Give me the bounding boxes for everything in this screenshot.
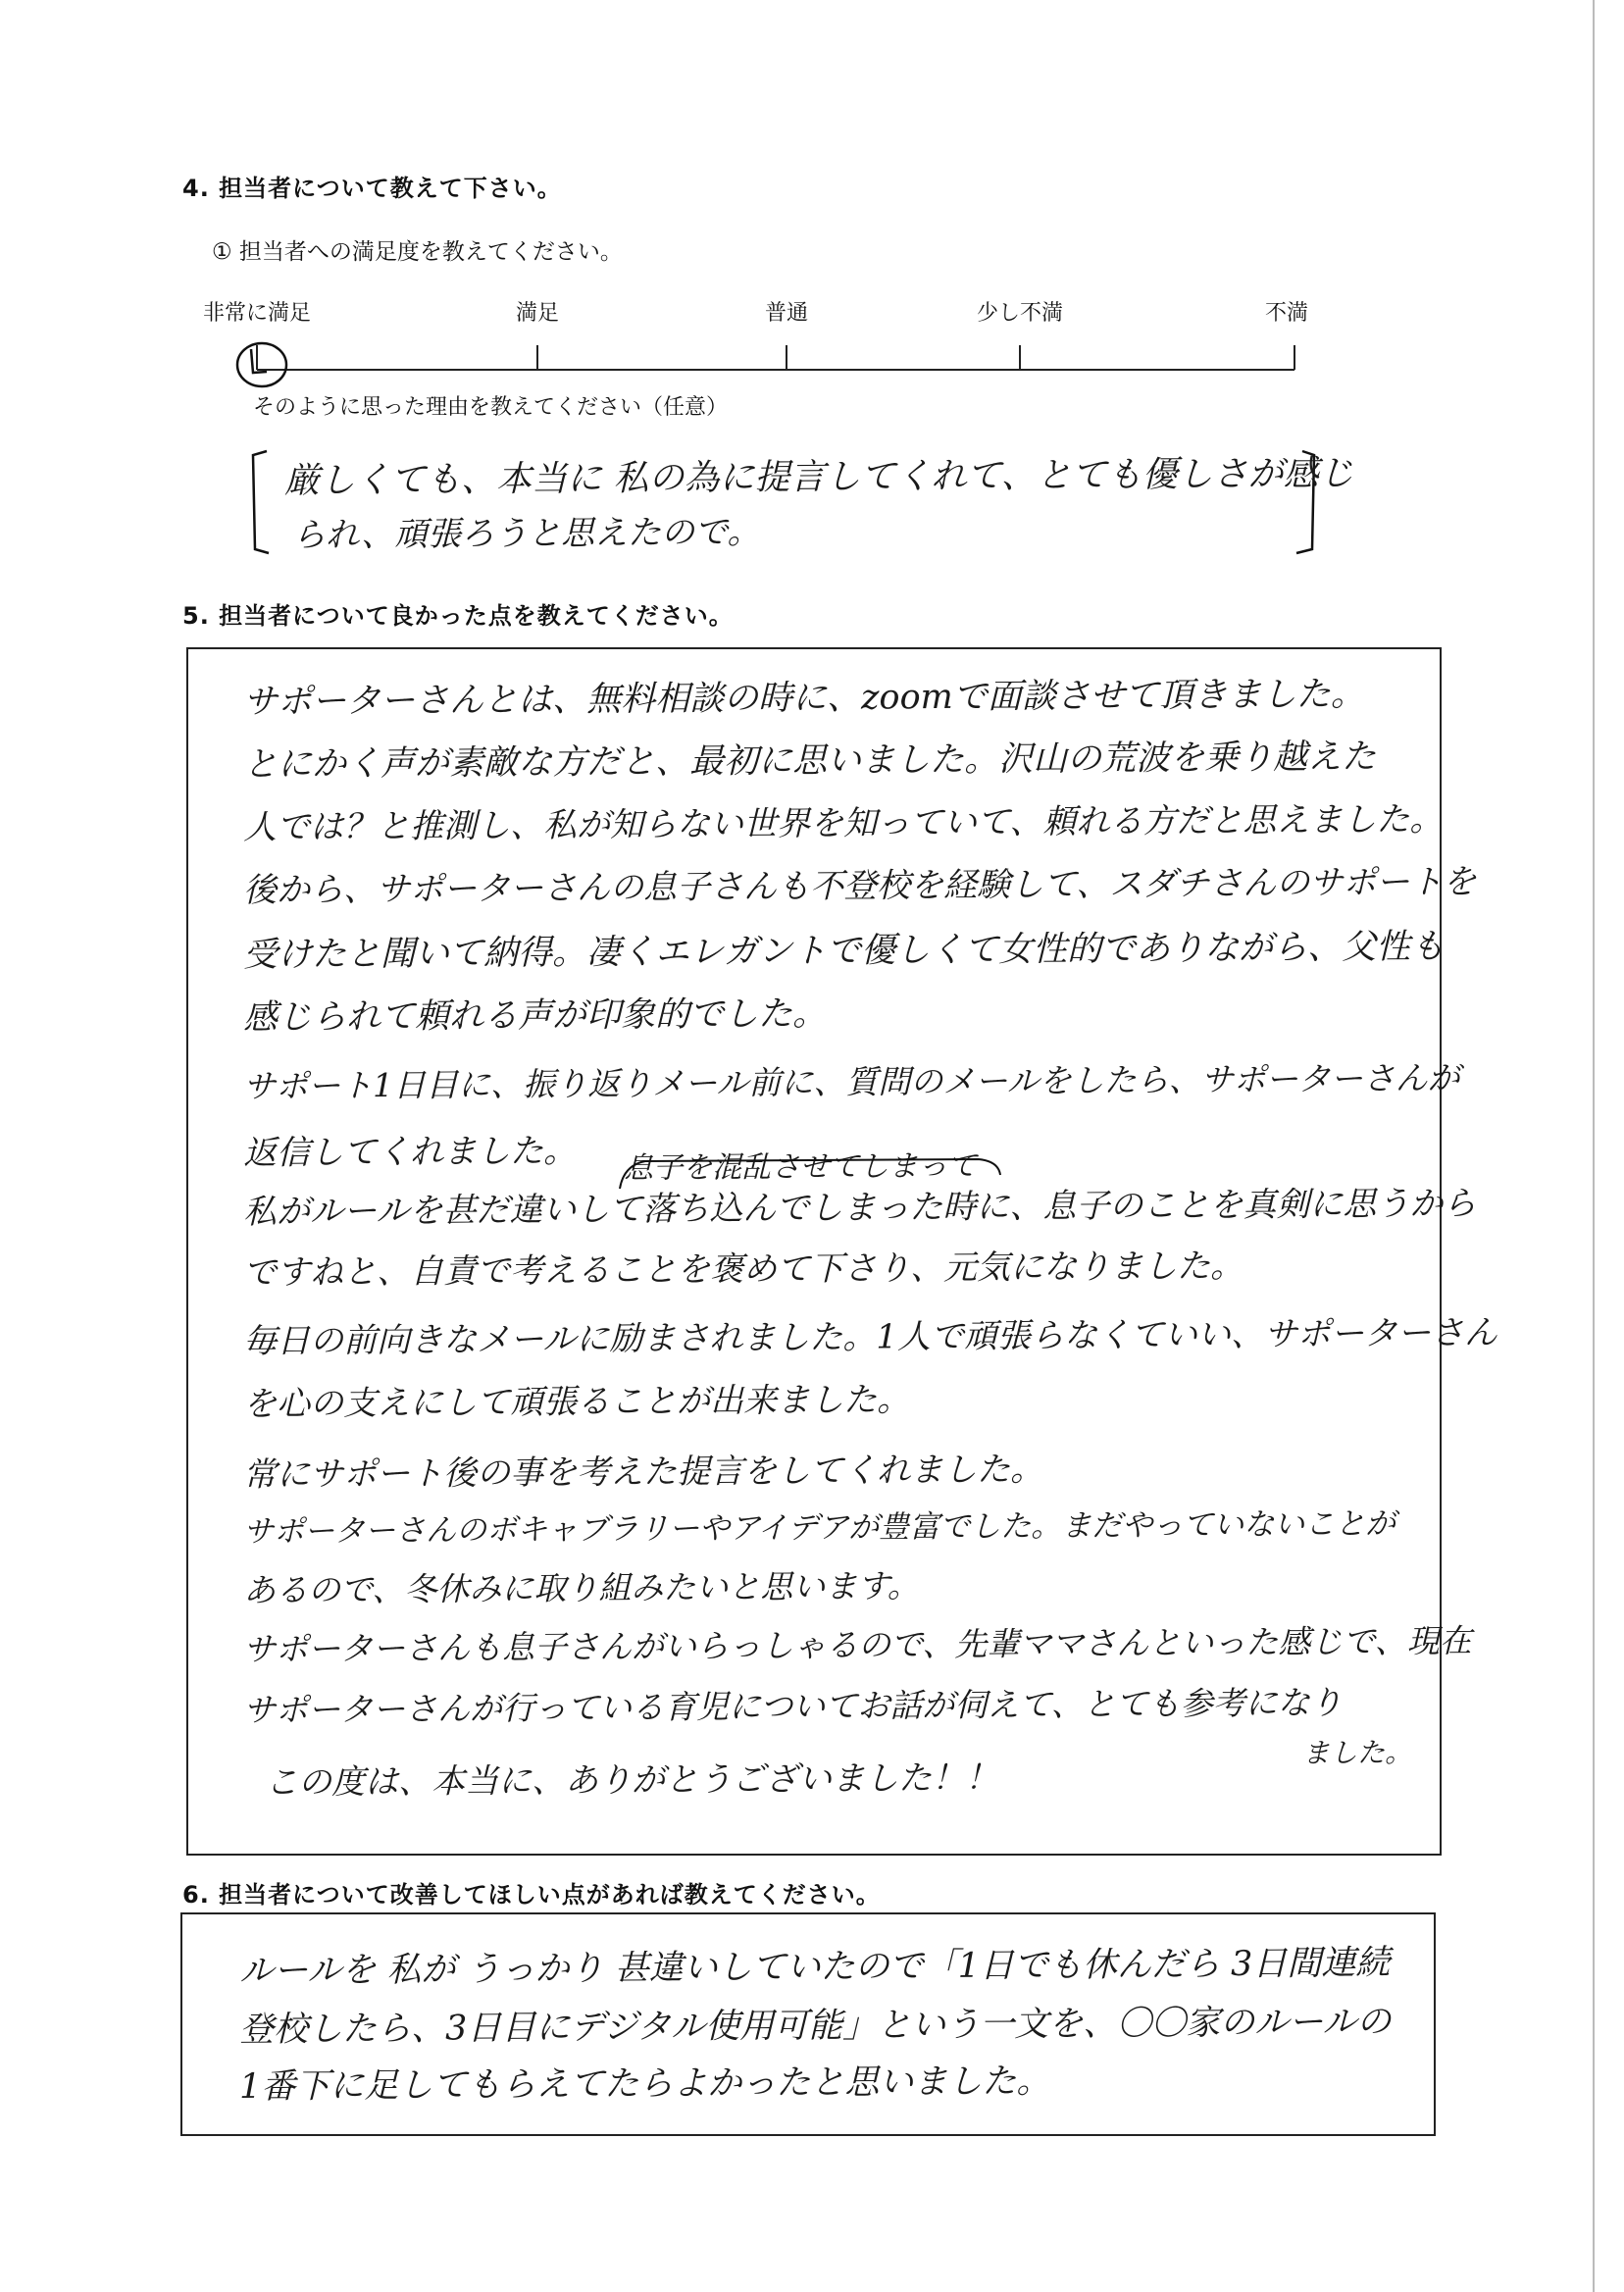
q6-line-1: ルールを 私が うっかり 甚違いしていたので「1日でも休んだら 3日間連続 bbox=[238, 1943, 1391, 1991]
selected-mark-circle bbox=[233, 339, 292, 394]
scale-line bbox=[226, 333, 1314, 392]
scale-label-slightly-dissatisfied: 少し不満 bbox=[976, 301, 1064, 326]
q5-line-15: あるので、冬休みに取り組みたいと思います。 bbox=[242, 1566, 920, 1609]
q5-line-5: 受けたと聞いて納得。凄くエレガントで優しくて女性的でありながら、父性も bbox=[242, 927, 1446, 975]
q5-line-12: を心の支えにして頑張ることが出来ました。 bbox=[242, 1380, 911, 1424]
q5-line-8: 返信してくれました。 bbox=[242, 1131, 578, 1173]
q5-line-10: ですねと、自責で考えることを褒めて下さり、元気になりました。 bbox=[242, 1246, 1244, 1293]
q5-line-17: サポーターさんが行っている育児についてお話が伺えて、とても参考になり bbox=[242, 1683, 1343, 1729]
q5-line-16: サポーターさんも息子さんがいらっしゃるので、先輩ママさんといった感じで、現在 bbox=[242, 1621, 1472, 1668]
q4-sub1: ① 担当者への満足度を教えてください。 bbox=[212, 239, 623, 265]
q4-reason-line-1: 厳しくても、本当に 私の為に提言してくれて、とても優しさが感じ bbox=[283, 453, 1354, 501]
q4-title: 4. 担当者について教えて下さい。 bbox=[182, 175, 562, 202]
q5-insert-note: 息子を混乱させてしまって bbox=[623, 1148, 978, 1186]
q6-title: 6. 担当者について改善してほしい点があれば教えてください。 bbox=[182, 1881, 881, 1909]
q6-line-2: 登校したら、3日目にデジタル使用可能」という一文を、〇〇家のルールの bbox=[238, 2002, 1392, 2050]
q5-line-7: サポート1日目に、振り返りメール前に、質問のメールをしたら、サポーターさんが bbox=[242, 1058, 1460, 1105]
q5-line-9: 私がルールを甚だ違いして落ち込んでしまった時に、息子のことを真剣に思うから bbox=[242, 1184, 1477, 1232]
q5-trailing: ました。 bbox=[1301, 1736, 1413, 1769]
page-edge-line bbox=[1593, 0, 1595, 2292]
q5-line-2: とにかく声が素敵な方だと、最初に思いました。沢山の荒波を乗り越えた bbox=[242, 737, 1377, 785]
q5-line-6: 感じられて頼れる声が印象的でした。 bbox=[242, 993, 828, 1038]
q4-reason-line-2: られ、頑張ろうと思えたので。 bbox=[291, 512, 761, 555]
scale-label-neutral: 普通 bbox=[764, 301, 809, 326]
q4-reason-prompt: そのように思った理由を教えてください（任意） bbox=[253, 395, 729, 420]
q5-line-1: サポーターさんとは、無料相談の時に、zoomで面談させて頂きました。 bbox=[242, 675, 1365, 722]
scale-label-satisfied: 満足 bbox=[515, 301, 560, 326]
q5-title: 5. 担当者について良かった点を教えてください。 bbox=[182, 602, 734, 630]
q5-line-4: 後から、サポーターさんの息子さんも不登校を経験して、スダチさんのサポートを bbox=[242, 862, 1477, 910]
q5-line-13: 常にサポート後の事を考えた提言をしてくれました。 bbox=[242, 1450, 1044, 1495]
scale-label-very-satisfied: 非常に満足 bbox=[202, 301, 312, 326]
scale-label-dissatisfied: 不満 bbox=[1264, 301, 1309, 326]
q5-line-3: 人では？と推測し、私が知らない世界を知っていて、頼れる方だと思えました。 bbox=[242, 799, 1444, 847]
q5-line-14: サポーターさんのボキャブラリーやアイデアが豊富でした。まだやっていないことが bbox=[242, 1505, 1396, 1550]
q6-line-3: 1番下に足してもらえてたらよかったと思いました。 bbox=[238, 2062, 1051, 2107]
q5-line-18: この度は、本当に、ありがとうございました！！ bbox=[264, 1757, 999, 1803]
q5-line-11: 毎日の前向きなメールに励まされました。1人で頑張らなくていい、サポーターさん bbox=[242, 1313, 1498, 1361]
